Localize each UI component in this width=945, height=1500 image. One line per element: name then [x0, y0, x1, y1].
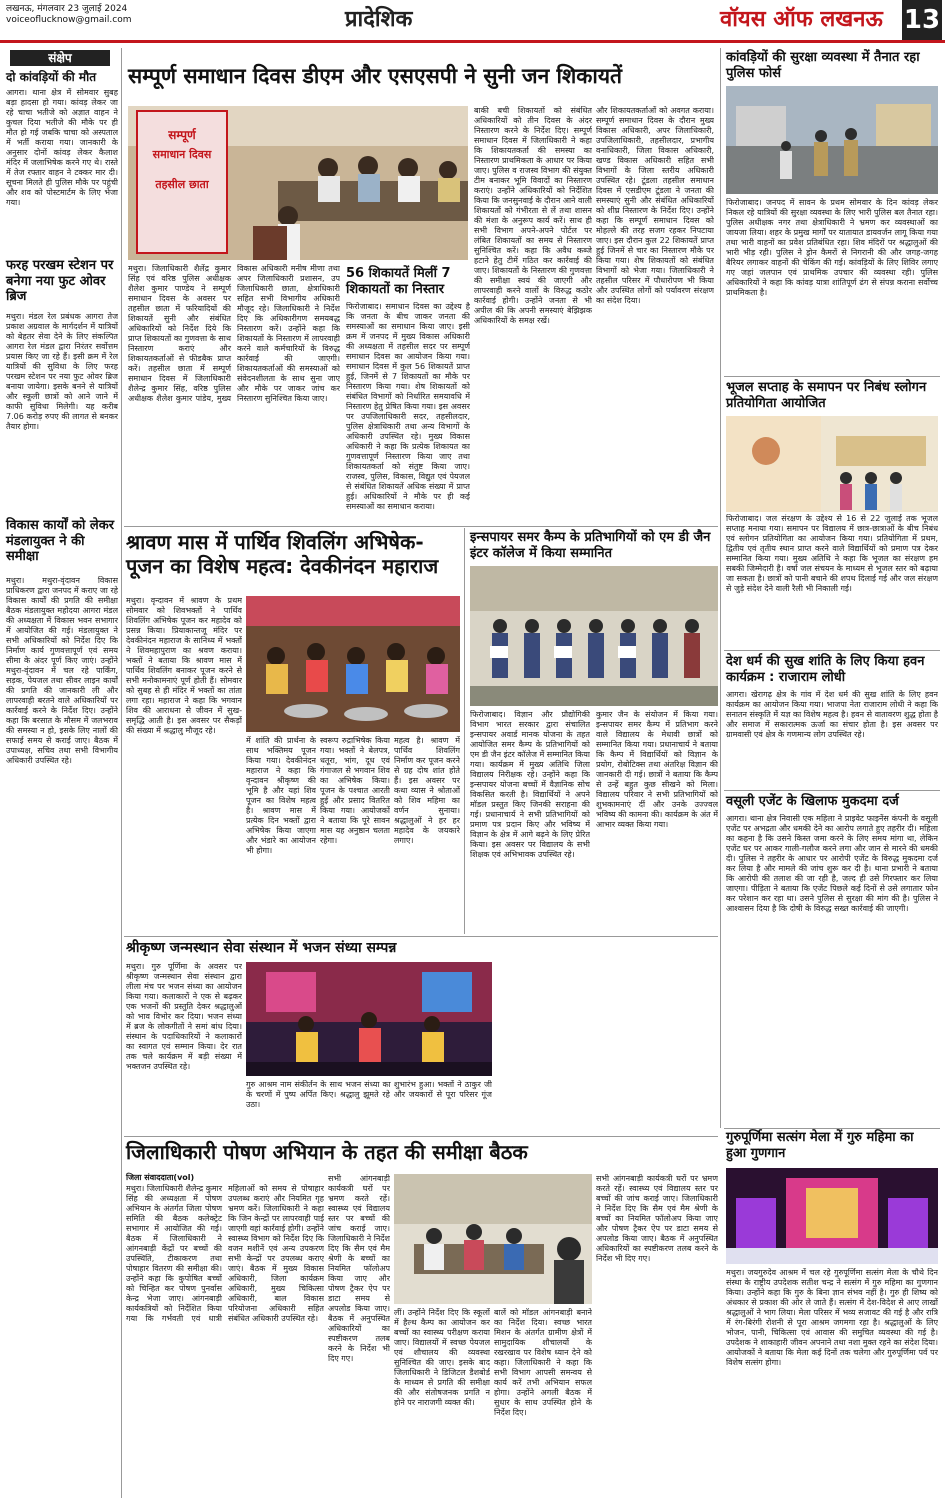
shiva-body-4: महत्व है। श्रावण में पार्थिव शिवलिंग निर्माण कर पूजन करने से ग्रह दोष शांत होते हैं। इस अवसर पर कथा व्यास ने श्रोताओं को शिव महिमा का वर्णन सुनाया। श्रद्धालुओं ने हर हर महादेव के जयकारे लगाए।: [394, 736, 460, 845]
story-1-continued: बाकी बची शिकायतों को संबंधित अधिकारियों को तीन दिवस के अंदर निस्तारण करने के निर्देश दिए। सम्पूर्ण समाधान दिवस में जिलाधिकारी ने कहा कि शिकायतकर्ता की समस्या का निस्तारण प्राथमिकता के आधार पर किया जाए। पुलिस व राजस्व विभाग की संयुक्त टीम बनाकर भूमि विवादों का निस्तारण कराएं। उन्होंने अधिकारियों को निर्देशित किया कि जनसुनवाई के दौरान आने वाली शिकायतों को गंभीरता से लें तथा शासन की मंशा के अनुरूप कार्य करें। साथ ही सभी विभाग अपने-अपने पोर्टल पर लंबित शिकायतों का समय से निस्तारण सुनिश्चित करें। कहा कि अवैध कब्जे हटाने हेतु टीमें गठित कर कार्रवाई की जाए। शिकायतों के निस्तारण की गुणवत्ता की समीक्षा स्वयं की जाएगी और लापरवाही करने वालों के विरुद्ध कठोर कार्रवाई होगी। उन्होंने जनता से भी अपील की कि अपनी समस्याएं बेझिझक अधिकारियों के समक्ष रखें।: [474, 106, 592, 325]
story-1-subheadline: 56 शिकायतें मिलीं 7 शिकायतों का निस्तार: [346, 266, 451, 297]
brief-3-body: मथुरा। मथुरा-वृंदावन विकास प्राधिकरण द्वारा जनपद में कराए जा रहे विकास कार्यों की प्रगति की समीक्षा बैठक मंडलायुक्त महोदया आगरा मंडल की अध्यक्षता में विकास भवन सभागार में आयोजित की गई। मंडलायुक्त ने सभी अधिकारियों को निर्देश दिए कि निर्माण कार्य गुणवत्तापूर्ण एवं समय सीमा के अंदर पूर्ण किए जाएं। उन्होंने मथुरा-वृंदावन में चल रहे पार्किंग, सड़क, पेयजल तथा सीवर लाइन कार्यों की प्रगति की जानकारी ली और लापरवाही बरतने वाले अधिकारियों पर कार्रवाई करने के निर्देश दिए। उन्होंने कहा कि बरसात के मौसम में जलभराव की समस्या न हो, इसके लिए नालों की सफाई समय से कराई जाए। बैठक में उपाध्यक्ष, सचिव तथा सभी विभागीय अधिकारी उपस्थित रहे।: [6, 576, 118, 765]
divider: [724, 650, 940, 651]
column-divider: [121, 48, 122, 1498]
poshan-byline: जिला संवाददाता(vol): [126, 1173, 195, 1182]
section-title: प्रादेशिक: [345, 7, 413, 32]
guru-body: मथुरा। जयगुरुदेव आश्रम में चल रहे गुरुपूर्णिमा सत्संग मेला के चौथे दिन संस्था के राष्ट्रीय उपदेशक सतीश चन्द्र ने सत्संग में गुरु महिमा का गुणगान किया। उन्होंने कहा कि गुरु के बिना ज्ञान संभव नहीं है। गुरु ही शिष्य को अंधकार से प्रकाश की ओर ले जाते हैं। सत्संग में देश-विदेश से आए लाखों श्रद्धालुओं ने भाग लिया। मेला परिसर में भव्य सजावट की गई है और रात्रि में रंग-बिरंगी रोशनी से पूरा आश्रम जगमगा रहा है। श्रद्धालुओं के लिए भोजन, पानी, चिकित्सा एवं आवास की समुचित व्यवस्था की गई है। उपदेशक ने शाकाहारी जीवन अपनाने तथा नशा मुक्त रहने का संदेश दिया। आयोजकों ने बताया कि मेला कई दिनों तक चलेगा और गुरुपूर्णिमा पर्व पर विशेष सत्संग होगा।: [726, 1268, 938, 1367]
slogan-body: फिरोजाबाद। जल संरक्षण के उद्देश्य से 16 से 22 जुलाई तक भूजल सप्ताह मनाया गया। समापन पर विद्यालय में छात्र-छात्राओं के बीच निबंध एवं स्लोगन प्रतियोगिता का आयोजन किया गया। प्रतियोगिता में प्रथम, द्वितीय एवं तृतीय स्थान प्राप्त करने वाले विद्यार्थियों को प्रमाण पत्र देकर सम्मानित किया गया। मुख्य अतिथि ने कहा कि भूजल का संरक्षण हम सबकी जिम्मेदारी है। वर्षा जल संचयन के माध्यम से भूजल स्तर को बढ़ाया जा सकता है। छात्रों को पानी बचाने की शपथ दिलाई गई और जल संरक्षण से जुड़े संदेश देने वाली रैली भी निकाली गई।: [726, 514, 938, 593]
poshan-body-5: सभी आंगनबाड़ी कार्यकत्री घरों पर भ्रमण करते रहें। स्वास्थ्य एवं विद्यालय स्तर पर बच्चों की जांच कराई जाए। जिलाधिकारी ने निर्देश दिए कि सैम एवं मैम श्रेणी के बच्चों का नियमित फॉलोअप किया जाए और पोषण ट्रैकर ऐप पर डाटा समय से अपलोड किया जाए। बैठक में अनुपस्थित अधिकारियों का स्पष्टीकरण तलब करने के निर्देश भी दिए गए।: [596, 1174, 718, 1263]
bhajan-headline: श्रीकृष्ण जन्मस्थान सेवा संस्थान में भजन संध्या सम्पन्न: [126, 940, 397, 956]
brief-label: संक्षेप: [10, 50, 110, 66]
brief-2-headline: फरह परखम स्टेशन पर बनेगा नया फुट ओवर ब्रिज: [6, 258, 114, 305]
students-photo-illustration: [726, 416, 938, 512]
slogan-photo: [726, 416, 938, 512]
banner-line-2: समाधान दिवस: [152, 148, 212, 162]
divider: [724, 1128, 940, 1129]
poshan-body-3: लीं। उन्होंने निर्देश दिए कि स्कूलों में हैल्थ कैम्प का आयोजन कर बच्चों का स्वास्थ्य परीक्षण कराया जाए। विद्यालयों में स्वच्छ पेयजल एवं शौचालय की व्यवस्था सुनिश्चित की जाए। इसके बाद जिलाधिकारी ने डिजिटल डैशबोर्ड के माध्यम से प्रगति की समीक्षा की और संतोषजनक प्रगति न होने पर नाराजगी व्यक्त की।: [394, 1308, 490, 1407]
divider: [124, 936, 718, 937]
bhajan-caption: गुरु आश्रम नाम संकीर्तन के साथ भजन संध्या का शुभारंभ हुआ। भक्तों ने ठाकुर जी के चरणों में पुष्प अर्पित किए। श्रद्धालु झूमते रहे और जयकारों से पूरा परिसर गूंज उठा।: [246, 1080, 492, 1109]
shiva-photo: [246, 596, 460, 732]
masthead-left: [6, 4, 132, 26]
fir-headline: वसूली एजेंट के खिलाफ मुकदमा दर्ज: [726, 794, 899, 809]
shiva-body: मथुरा। वृन्दावन में श्रावण के प्रथम सोमवार को शिवभक्तों ने पार्थिव शिवलिंग अभिषेक पूजन कर महादेव को प्रसन्न किया। प्रियाकान्तजू मंदिर पर देवकीनंदन महाराज के सानिध्य में भक्तों ने शिवमहापुराण का श्रवण कराया। भक्तों ने बताया कि श्रावण मास में पार्थिव शिवलिंग बनाकर पूजन करने से सभी मनोकामनाएं पूर्ण होती हैं। सोमवार को सुबह से ही मंदिर में भक्तों का तांता लगा रहा। महाराज ने कहा कि भगवान शिव की आराधना से जीवन में सुख-समृद्धि आती है। इस अवसर पर सैकड़ों की संख्या में श्रद्धालु मौजूद रहे।: [126, 596, 242, 735]
poshan-body: मथुरा। जिलाधिकारी शैलेन्द्र कुमार सिंह की अध्यक्षता में पोषण अभियान के अंतर्गत जिला पोषण समिति की बैठक कलेक्ट्रेट सभागार में आयोजित की गई। बैठक में जिलाधिकारी ने आंगनबाड़ी केंद्रों पर बच्चों की उपस्थिति, टीकाकरण तथा पोषाहार वितरण की समीक्षा की। उन्होंने कहा कि कुपोषित बच्चों को चिन्हित कर पोषण पुनर्वास केन्द्र भेजा जाए। आंगनबाड़ी कार्यकत्रियों को निर्देशित किया गया कि गर्भवती एवं धात्री महिलाओं को समय से पोषाहार उपलब्ध कराएं और नियमित गृह भ्रमण करें। जिलाधिकारी ने कहा कि जिन केन्द्रों पर लापरवाही पाई जाएगी वहां कार्रवाई होगी। उन्होंने स्वास्थ्य विभाग को निर्देश दिए कि वजन मशीनें एवं अन्य उपकरण सभी केन्द्रों पर उपलब्ध कराए जाएं। बैठक में मुख्य विकास अधिकारी, जिला कार्यक्रम अधिकारी, मुख्य चिकित्सा अधिकारी, बाल विकास परियोजना अधिकारी सहित संबंधित अधिकारी उपस्थित रहे।: [126, 1184, 324, 1323]
inspire-photo: [470, 566, 718, 706]
review-meeting-illustration: [394, 1174, 592, 1304]
inspire-body: फिरोजाबाद। विज्ञान और प्रौद्योगिकी विभाग भारत सरकार द्वारा संचालित इन्सपायर अवार्ड मानक योजना के तहत आयोजित समर कैम्प के प्रतिभागियों को एम डी जैन इंटर कॉलेज में सम्मानित किया गया। कार्यक्रम में मुख्य अतिथि जिला विद्यालय निरीक्षक रहे। उन्होंने कहा कि इन्सपायर योजना बच्चों में वैज्ञानिक सोच विकसित करती है। विद्यार्थियों ने अपने मॉडल प्रस्तुत किए जिनकी सराहना की गई। प्रधानाचार्य ने सभी प्रतिभागियों को प्रमाण पत्र प्रदान किए और भविष्य में विज्ञान के क्षेत्र में आगे बढ़ने के लिए प्रेरित किया। इस अवसर पर विद्यालय के सभी शिक्षक एवं अभिभावक उपस्थित रहे।: [470, 710, 590, 859]
paper-name: वॉयस ऑफ लखनऊ: [720, 7, 883, 32]
devotees-photo-illustration: [246, 596, 460, 732]
kanwar-headline: कांवड़ियों की सुरक्षा व्यवस्था में तैनात रहा पुलिस फोर्स: [726, 50, 920, 81]
shiva-body-2: में शांति की प्रार्थना के साथ भक्तिमय पूजन किया गया। देवकीनंदन महाराज ने कहा कि वृन्दावन श्रीकृष्ण की भूमि है और यहां शिव पूजन का विशेष महत्व है। श्रावण मास में प्रत्येक दिन भक्तों द्वारा अभिषेक किया जाएगा और भंडारे का आयोजन भी होगा।: [246, 736, 316, 855]
brief-1-headline: दो कांवड़ियों की मौत: [6, 70, 97, 84]
inspire-headline: इन्सपायर समर कैम्प के प्रतिभागियों को एम डी जैन इंटर कॉलेज में किया सम्मानित: [470, 530, 711, 561]
page-number: 13: [902, 0, 942, 40]
story-1-headline: सम्पूर्ण समाधान दिवस डीएम और एसएसपी ने सुनी जन शिकायतें: [128, 64, 622, 88]
havan-body: आगरा। खेरागढ़ क्षेत्र के गांव में देश धर्म की सुख शांति के लिए हवन कार्यक्रम का आयोजन किया गया। भाजपा नेता राजाराम लोधी ने कहा कि सनातन संस्कृति में यज्ञ का विशेष महत्व है। हवन से वातावरण शुद्ध होता है और समाज में सकारात्मक ऊर्जा का संचार होता है। इस अवसर पर ग्रामवासी एवं क्षेत्र के गणमान्य लोग उपस्थित रहे।: [726, 690, 938, 739]
story-1-sub-body: फिरोजाबाद। समाधान दिवस का उद्देश्य है कि जनता के बीच जाकर जनता की समस्याओं का समाधान किया जाए। इसी क्रम में जनपद में मुख्य विकास अधिकारी की अध्यक्षता में तहसील सदर पर सम्पूर्ण समाधान दिवस का आयोजन किया गया। समाधान दिवस में कुल 56 शिकायतें प्राप्त हुई, जिनमें से 7 शिकायतों का मौके पर निस्तारण किया गया। शेष शिकायतों को संबंधित विभागों को निर्धारित समयावधि में निस्तारण हेतु प्रेषित किया गया। इस अवसर पर उपजिलाधिकारी सदर, तहसीलदार, पुलिस क्षेत्राधिकारी तथा अन्य विभागों के अधिकारी उपस्थित रहे। मुख्य विकास अधिकारी ने कहा कि प्रत्येक शिकायत का गुणवत्तापूर्ण निस्तारण किया जाए तथा शिकायतकर्ता को संतुष्ट किया जाए। राजस्व, पुलिस, विकास, विद्युत एवं पेयजल से संबंधित शिकायतें अधिक संख्या में प्राप्त हुई। अधिकारियों ने मौके पर ही कई समस्याओं का समाधान कराया।: [346, 302, 470, 511]
inspire-body-2: कुमार जैन के संयोजन में किया गया। इन्सपायर समर कैम्प में प्रतिभाग करने वाले विद्यालय के मेधावी छात्रों को सम्मानित किया गया। प्रधानाचार्य ने बताया कि कैम्प में विद्यार्थियों को विज्ञान के प्रयोग, रोबोटिक्स तथा अंतरिक्ष विज्ञान की जानकारी दी गई। छात्रों ने बताया कि कैम्प से उन्हें बहुत कुछ सीखने को मिला। विद्यालय परिवार ने सभी प्रतिभागियों को शुभकामनाएं दीं और उनके उज्ज्वल भविष्य की कामना की। कार्यक्रम के अंत में आभार व्यक्त किया गया।: [596, 710, 718, 829]
story-1-banner: [136, 110, 228, 254]
banner-line-1: सम्पूर्ण: [168, 128, 196, 142]
website[interactable]: voiceoflucknow@gmail.com: [6, 15, 132, 25]
guru-headline: गुरुपूर्णिमा सत्संग मेला में गुरु महिमा का हुआ गुणगान: [726, 1130, 914, 1161]
kanwar-photo: [726, 86, 938, 194]
students-group-illustration: [470, 566, 718, 706]
brief-2-body: मथुरा। मंडल रेल प्रबंधक आगरा तेज प्रकाश अग्रवाल के मार्गदर्शन में यात्रियों को बेहतर सेवा देने के लिए संकल्पित आगरा रेल मंडल द्वारा निरंतर सर्वोत्तम प्रयास किए जा रहे हैं। इसी क्रम में रेल यात्रियों की सुविधा के लिए फरह परखम स्टेशन पर नया फुट ओवर ब्रिज बनाया जायेगा। इसके बनने से यात्रियों और स्कूली छात्रों को आने जाने में काफी सुविधा मिलेगी। यह करीब 7.06 करोड़ रुपए की लागत से बनकर तैयार होगा।: [6, 312, 118, 431]
poshan-body-2: सभी आंगनबाड़ी कार्यकत्री घरों पर भ्रमण करते रहें। स्वास्थ्य एवं विद्यालय स्तर पर बच्चों की जांच कराई जाए। जिलाधिकारी ने निर्देश दिए कि सैम एवं मैम श्रेणी के बच्चों का नियमित फॉलोअप किया जाए और पोषण ट्रैकर ऐप पर डाटा समय से अपलोड किया जाए। बैठक में अनुपस्थित अधिकारियों का स्पष्टीकरण तलब करने के निर्देश भी दिए गए।: [328, 1174, 390, 1363]
masthead-rule: [0, 40, 945, 43]
havan-headline: देश धर्म की सुख शांति के लिए किया हवन कार्यक्रम : राजाराम लोधी: [726, 654, 925, 685]
divider: [464, 528, 465, 934]
brief-1-body: आगरा। थाना क्षेत्र में सोमवार सुबह बड़ा हादसा हो गया। कांवड़ लेकर जा रहे चाचा भतीजे को अज्ञात वाहन ने कुचल दिया भतीजे की मौके पर ही मौत हो गई जबकि चाचा को अस्पताल में भर्ती कराया गया। जानकारी के अनुसार दोनों कांवड़ लेकर कैलाश मंदिर में जलाभिषेक करने गए थे। रास्ते में तेज रफ्तार वाहन ने टक्कर मार दी। सूचना मिलते ही पुलिस मौके पर पहुंची और शव को पोस्टमार्टम के लिए भेजा गया।: [6, 88, 118, 207]
divider: [124, 526, 718, 527]
banner-line-3: तहसील छाता: [155, 177, 209, 191]
shiva-headline: श्रावण मास में पार्थिव शिवलिंग अभिषेक-पूजन का विशेष महत्व: देवकीनंदन महाराज: [126, 530, 439, 578]
story-1-continued-2: और शिकायतकर्ताओं को अवगत कराया। सम्पूर्ण समाधान दिवस के दौरान मुख्य विकास अधिकारी, अपर जिलाधिकारी, उपजिलाधिकारी, तहसीलदार, प्रभागीय वनाधिकारी, जिला विकास अधिकारी, खण्ड विकास अधिकारी सहित सभी विभागों के जिला स्तरीय अधिकारी उपस्थित रहे। टूंडला तहसील समाधान दिवस में एसडीएम टूंडला ने जनता की समस्याएं सुनी और संबंधित अधिकारियों को शीघ्र निस्तारण के निर्देश दिए। उन्होंने कहा कि सम्पूर्ण समाधान दिवस को मोहल्ले की तरह सजग रहकर निपटाया जाए। इस दौरान कुल 22 शिकायतें प्राप्त हुई जिनमें से चार का निस्तारण मौके पर किया गया। शेष शिकायतों को संबंधित विभागों को भेजा गया। जिलाधिकारी ने तहसील परिसर में पौधारोपण भी किया और उपस्थित लोगों को पर्यावरण संरक्षण का संदेश दिया।: [596, 106, 714, 305]
kanwar-body: फिरोजाबाद। जनपद में सावन के प्रथम सोमवार के दिन कांवड़ लेकर निकल रहे यात्रियों की सुरक्षा व्यवस्था के लिए भारी पुलिस बल तैनात रहा। पुलिस अधीक्षक नगर तथा क्षेत्राधिकारी ने भ्रमण कर व्यवस्थाओं का जायजा लिया। शहर के प्रमुख मार्गों पर यातायात डायवर्जन लागू किया गया तथा भारी वाहनों का प्रवेश प्रतिबंधित रहा। शिव मंदिरों पर श्रद्धालुओं की भारी भीड़ रही। पुलिस ने ड्रोन कैमरों से निगरानी की और जगह-जगह बैरियर लगाकर वाहनों की चेकिंग की गई। कांवड़ियों के लिए शिविर लगाए गए जहां जलपान एवं प्राथमिक उपचार की व्यवस्था रही। पुलिस अधिकारियों ने कहा कि कांवड़ यात्रा शांतिपूर्ण ढंग से संपन्न कराना सर्वोच्च प्राथमिकता है।: [726, 198, 938, 297]
brief-3-headline: विकास कार्यों को लेकर मंडलायुक्त ने की समीक्षा: [6, 518, 115, 565]
slogan-headline: भूजल सप्ताह के समापन पर निबंध स्लोगन प्रतियोगिता आयोजित: [726, 380, 927, 411]
right-divider: [720, 48, 721, 1128]
divider: [724, 790, 940, 791]
divider: [724, 376, 940, 377]
poshan-headline: जिलाधिकारी पोषण अभियान के तहत की समीक्षा बैठक: [126, 1140, 528, 1164]
bhajan-photo: [246, 962, 492, 1076]
divider: [124, 1136, 718, 1137]
shiva-body-3: स्वरूप रुद्राभिषेक किया गया। भक्तों ने बेलपत्र, धतूरा, भांग, दूध एवं गंगाजल से भगवान शिव का अभिषेक किया। पूजन के पश्चात आरती हुई और प्रसाद वितरित किया गया। आयोजकों ने बताया कि पूरे सावन मास यह अनुष्ठान चलता रहेगा।: [320, 736, 390, 845]
poshan-photo: [394, 1174, 592, 1304]
stage-performance-illustration: [246, 962, 492, 1076]
police-photo-illustration: [726, 86, 938, 194]
issue-date: लखनऊ, मंगलवार 23 जुलाई 2024: [6, 4, 128, 14]
bhajan-body: मथुरा। गुरु पूर्णिमा के अवसर पर श्रीकृष्ण जन्मस्थान सेवा संस्थान द्वारा लीला मंच पर भजन संध्या का आयोजन किया गया। कलाकारों ने एक से बढ़कर एक भजनों की प्रस्तुति देकर श्रद्धालुओं को भाव विभोर कर दिया। भजन संध्या में ब्रज के लोकगीतों ने समां बांध दिया। संस्थान के पदाधिकारियों ने कलाकारों का स्वागत एवं सम्मान किया। देर रात तक चले कार्यक्रम में बड़ी संख्या में भक्तजन उपस्थित रहे।: [126, 962, 242, 1071]
guru-photo: [726, 1168, 938, 1264]
illuminated-stage-illustration: [726, 1168, 938, 1264]
story-1-body: मथुरा। जिलाधिकारी शैलेंद्र कुमार सिंह एवं वरिष्ठ पुलिस अधीक्षक शैलेश कुमार पाण्डेय ने सम्पूर्ण समाधान दिवस के अवसर पर तहसील छाता में फरियादियों की शिकायतें सुनी और संबंधित अधिकारियों को निर्देश दिये कि प्राप्त शिकायतों का गुणवत्ता के साथ निस्तारण कराएं और शिकायतकर्ताओं से फीडबैक प्राप्त करें। तहसील छाता में सम्पूर्ण समाधान दिवस में जिलाधिकारी शैलेन्द्र कुमार सिंह, वरिष्ठ पुलिस अधीक्षक शैलेश कुमार पांडेय, मुख्य विकास अधिकारी मनीष मीणा तथा अपर जिलाधिकारी प्रशासन, उप जिलाधिकारी छाता, क्षेत्राधिकारी सहित सभी विभागीय अधिकारी मौजूद रहे। जिलाधिकारी ने निर्देश दिए कि अधिकारीगण समयबद्ध निस्तारण करें। उन्होंने कहा कि शिकायतों के निस्तारण में लापरवाही करने वाले कर्मचारियों के विरुद्ध कार्रवाई की जाएगी। शिकायतकर्ताओं की समस्याओं को संवेदनशीलता के साथ सुना जाए और मौके पर जाकर जांच कर निस्तारण सुनिश्चित किया जाए।: [128, 264, 340, 403]
poshan-body-4: बालें को मॉडल आंगनबाड़ी बनाने का निर्देश दिया। स्वच्छ भारत मिशन के अंतर्गत ग्रामीण क्षेत्रों में सामुदायिक शौचालयों के रखरखाव पर विशेष ध्यान देने को कहा। जिलाधिकारी ने कहा कि सभी विभाग आपसी समन्वय से कार्य करें तभी अभियान सफल होगा। उन्होंने अगली बैठक में सुधार के साथ उपस्थित होने के निर्देश दिए।: [494, 1308, 592, 1417]
fir-body: आगरा। थाना क्षेत्र निवासी एक महिला ने प्राइवेट फाइनेंस कंपनी के वसूली एजेंट पर अभद्रता और धमकी देने का आरोप लगाते हुए तहरीर दी। महिला का कहना है कि उसने किस्त जमा करने के लिए समय मांगा था, लेकिन एजेंट घर पर आकर गाली-गलौज करने लगा और जान से मारने की धमकी दी। पुलिस ने तहरीर के आधार पर आरोपी एजेंट के विरुद्ध मुकदमा दर्ज कर लिया है और मामले की जांच शुरू कर दी है। थाना प्रभारी ने बताया कि आरोपी की तलाश की जा रही है, जल्द ही उसे गिरफ्तार कर लिया जाएगा। पीड़िता ने बताया कि एजेंट पिछले कई दिनों से उसे लगातार फोन कर परेशान कर रहा था। उसने पुलिस से सुरक्षा की मांग की है। पुलिस ने आश्वासन दिया है कि दोषी के विरुद्ध सख्त कार्रवाई की जाएगी।: [726, 814, 938, 913]
